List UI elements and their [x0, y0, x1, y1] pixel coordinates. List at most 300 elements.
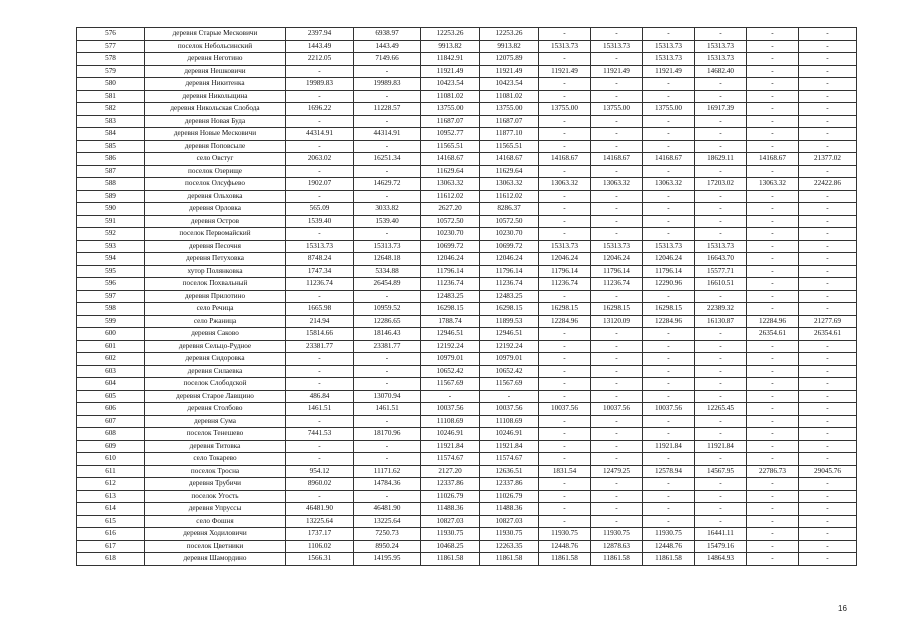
cell-value-2: -: [354, 165, 421, 178]
tariff-table-sheet: [76, 27, 841, 566]
cell-value-8: 17203.02: [695, 178, 747, 191]
cell-value-2: 6938.97: [354, 28, 421, 41]
cell-value-2: 26454.89: [354, 278, 421, 291]
cell-value-5: -: [539, 490, 591, 503]
cell-value-6: -: [591, 353, 643, 366]
cell-value-2: 12286.65: [354, 315, 421, 328]
cell-value-10: -: [799, 515, 857, 528]
table-row: [77, 440, 857, 453]
cell-value-8: -: [695, 128, 747, 141]
cell-value-6: -: [591, 165, 643, 178]
cell-row-number: 578: [77, 53, 145, 66]
cell-value-1: -: [286, 140, 354, 153]
cell-value-7: 15313.73: [643, 53, 695, 66]
cell-row-number: 617: [77, 540, 145, 553]
cell-value-7: -: [643, 353, 695, 366]
cell-value-5: 12448.76: [539, 540, 591, 553]
cell-value-10: -: [799, 340, 857, 353]
cell-value-10: -: [799, 128, 857, 141]
cell-value-10: -: [799, 403, 857, 416]
cell-value-1: 565.09: [286, 203, 354, 216]
table-row: [77, 140, 857, 153]
cell-row-number: 579: [77, 65, 145, 78]
cell-value-10: -: [799, 165, 857, 178]
cell-value-6: -: [591, 428, 643, 441]
cell-row-number: 592: [77, 228, 145, 241]
cell-value-9: -: [747, 403, 799, 416]
cell-value-6: 11861.58: [591, 553, 643, 566]
cell-value-9: -: [747, 90, 799, 103]
cell-value-5: -: [539, 515, 591, 528]
cell-value-9: -: [747, 365, 799, 378]
cell-value-3: 14168.67: [421, 153, 480, 166]
cell-value-10: -: [799, 53, 857, 66]
cell-value-4: 11921.84: [480, 440, 539, 453]
cell-value-4: 11930.75: [480, 528, 539, 541]
cell-value-5: 15313.73: [539, 240, 591, 253]
cell-value-8: -: [695, 290, 747, 303]
table-row: [77, 28, 857, 41]
cell-value-9: -: [747, 53, 799, 66]
cell-value-1: -: [286, 415, 354, 428]
cell-value-7: 15313.73: [643, 240, 695, 253]
cell-row-number: 586: [77, 153, 145, 166]
table-row: [77, 428, 857, 441]
cell-row-number: 610: [77, 453, 145, 466]
cell-value-4: 11236.74: [480, 278, 539, 291]
cell-row-number: 613: [77, 490, 145, 503]
cell-value-1: 2212.05: [286, 53, 354, 66]
cell-value-10: -: [799, 490, 857, 503]
cell-value-1: 1902.07: [286, 178, 354, 191]
cell-value-6: -: [591, 453, 643, 466]
cell-value-8: -: [695, 490, 747, 503]
cell-value-1: 1461.51: [286, 403, 354, 416]
cell-value-8: 18629.11: [695, 153, 747, 166]
cell-settlement-name: деревня Ольховка: [145, 190, 286, 203]
cell-value-10: -: [799, 503, 857, 516]
cell-value-1: 1106.02: [286, 540, 354, 553]
cell-value-10: -: [799, 290, 857, 303]
cell-value-10: -: [799, 103, 857, 116]
cell-value-6: -: [591, 490, 643, 503]
cell-value-1: 954.12: [286, 465, 354, 478]
table-row: [77, 303, 857, 316]
cell-value-10: -: [799, 228, 857, 241]
cell-value-6: 13120.09: [591, 315, 643, 328]
cell-value-10: -: [799, 378, 857, 391]
table-row: [77, 515, 857, 528]
cell-value-10: -: [799, 553, 857, 566]
cell-value-6: -: [591, 515, 643, 528]
cell-settlement-name: деревня Орловка: [145, 203, 286, 216]
table-row: [77, 128, 857, 141]
cell-value-7: -: [643, 128, 695, 141]
cell-value-10: -: [799, 253, 857, 266]
cell-value-3: 10827.03: [421, 515, 480, 528]
cell-row-number: 595: [77, 265, 145, 278]
cell-value-9: -: [747, 65, 799, 78]
cell-value-3: 11488.36: [421, 503, 480, 516]
cell-settlement-name: деревня Трубичи: [145, 478, 286, 491]
cell-value-1: 1696.22: [286, 103, 354, 116]
cell-value-8: -: [695, 90, 747, 103]
cell-value-5: -: [539, 203, 591, 216]
cell-value-5: 11930.75: [539, 528, 591, 541]
cell-value-10: -: [799, 365, 857, 378]
cell-settlement-name: деревня Остров: [145, 215, 286, 228]
cell-value-9: -: [747, 453, 799, 466]
table-row: [77, 265, 857, 278]
cell-value-2: 7149.66: [354, 53, 421, 66]
cell-value-4: 10652.42: [480, 365, 539, 378]
table-row: [77, 353, 857, 366]
cell-row-number: 615: [77, 515, 145, 528]
cell-value-5: 11236.74: [539, 278, 591, 291]
cell-value-10: 22422.86: [799, 178, 857, 191]
cell-row-number: 584: [77, 128, 145, 141]
cell-value-7: 12578.94: [643, 465, 695, 478]
cell-row-number: 587: [77, 165, 145, 178]
cell-value-1: 15814.66: [286, 328, 354, 341]
cell-value-10: -: [799, 390, 857, 403]
cell-value-9: -: [747, 390, 799, 403]
cell-value-7: 11796.14: [643, 265, 695, 278]
cell-value-2: -: [354, 290, 421, 303]
cell-value-6: -: [591, 328, 643, 341]
cell-value-6: 12479.25: [591, 465, 643, 478]
cell-value-3: 11861.58: [421, 553, 480, 566]
cell-value-5: -: [539, 390, 591, 403]
cell-value-4: 11108.69: [480, 415, 539, 428]
cell-value-1: 8960.02: [286, 478, 354, 491]
cell-settlement-name: деревня Никитенка: [145, 78, 286, 91]
cell-value-5: 11796.14: [539, 265, 591, 278]
cell-value-6: 11921.49: [591, 65, 643, 78]
cell-settlement-name: деревня Никольщина: [145, 90, 286, 103]
cell-value-5: -: [539, 340, 591, 353]
cell-value-3: 10468.25: [421, 540, 480, 553]
cell-settlement-name: деревня Прилотино: [145, 290, 286, 303]
cell-row-number: 618: [77, 553, 145, 566]
cell-value-7: -: [643, 490, 695, 503]
cell-value-6: -: [591, 215, 643, 228]
cell-value-8: 16130.87: [695, 315, 747, 328]
cell-value-1: -: [286, 365, 354, 378]
table-row: [77, 490, 857, 503]
cell-value-7: -: [643, 428, 695, 441]
cell-settlement-name: деревня Титовка: [145, 440, 286, 453]
cell-row-number: 601: [77, 340, 145, 353]
cell-value-2: -: [354, 440, 421, 453]
cell-value-8: -: [695, 228, 747, 241]
cell-value-2: -: [354, 365, 421, 378]
cell-value-3: 10952.77: [421, 128, 480, 141]
cell-value-1: -: [286, 190, 354, 203]
cell-value-6: 12878.63: [591, 540, 643, 553]
cell-value-4: 11565.51: [480, 140, 539, 153]
cell-value-8: -: [695, 140, 747, 153]
cell-value-8: -: [695, 415, 747, 428]
cell-value-6: 12046.24: [591, 253, 643, 266]
cell-value-1: 1665.98: [286, 303, 354, 316]
cell-value-5: 15313.73: [539, 40, 591, 53]
table-row: [77, 40, 857, 53]
cell-value-10: -: [799, 453, 857, 466]
cell-row-number: 577: [77, 40, 145, 53]
table-row: [77, 90, 857, 103]
cell-value-7: -: [643, 78, 695, 91]
cell-value-2: -: [354, 90, 421, 103]
cell-value-3: 16298.15: [421, 303, 480, 316]
cell-value-8: 16643.70: [695, 253, 747, 266]
table-row: [77, 215, 857, 228]
table-body: [77, 28, 857, 566]
cell-settlement-name: деревня Ходиловичи: [145, 528, 286, 541]
cell-row-number: 600: [77, 328, 145, 341]
cell-value-4: 12253.26: [480, 28, 539, 41]
cell-value-6: -: [591, 90, 643, 103]
cell-row-number: 583: [77, 115, 145, 128]
cell-value-6: -: [591, 128, 643, 141]
cell-value-8: 15313.73: [695, 40, 747, 53]
tariff-table: [76, 27, 857, 566]
cell-value-7: -: [643, 340, 695, 353]
cell-value-4: 11796.14: [480, 265, 539, 278]
cell-value-2: 1539.40: [354, 215, 421, 228]
cell-value-2: -: [354, 65, 421, 78]
cell-value-4: 12192.24: [480, 340, 539, 353]
table-row: [77, 403, 857, 416]
cell-value-9: -: [747, 28, 799, 41]
cell-value-5: -: [539, 415, 591, 428]
cell-value-9: -: [747, 340, 799, 353]
cell-settlement-name: деревня Новая Буда: [145, 115, 286, 128]
cell-value-10: -: [799, 440, 857, 453]
table-row: [77, 278, 857, 291]
cell-value-2: 11171.62: [354, 465, 421, 478]
cell-value-3: 11796.14: [421, 265, 480, 278]
cell-value-8: -: [695, 328, 747, 341]
table-row: [77, 78, 857, 91]
cell-value-2: 16251.34: [354, 153, 421, 166]
cell-value-5: -: [539, 503, 591, 516]
cell-value-6: -: [591, 415, 643, 428]
cell-value-9: 13063.32: [747, 178, 799, 191]
cell-value-9: -: [747, 378, 799, 391]
cell-settlement-name: деревня Саково: [145, 328, 286, 341]
cell-value-10: -: [799, 303, 857, 316]
cell-value-2: -: [354, 140, 421, 153]
cell-value-7: -: [643, 365, 695, 378]
cell-value-2: -: [354, 115, 421, 128]
cell-value-3: 10246.91: [421, 428, 480, 441]
cell-value-4: 12636.51: [480, 465, 539, 478]
cell-value-1: 44314.91: [286, 128, 354, 141]
cell-value-2: 23381.77: [354, 340, 421, 353]
table-row: [77, 528, 857, 541]
cell-value-6: 15313.73: [591, 40, 643, 53]
cell-value-3: 11612.02: [421, 190, 480, 203]
cell-value-5: -: [539, 290, 591, 303]
cell-value-6: -: [591, 78, 643, 91]
cell-value-7: 10037.56: [643, 403, 695, 416]
cell-value-8: 15313.73: [695, 240, 747, 253]
cell-value-8: -: [695, 353, 747, 366]
cell-value-2: 18170.96: [354, 428, 421, 441]
table-row: [77, 203, 857, 216]
cell-value-4: 12263.35: [480, 540, 539, 553]
cell-settlement-name: село Токарево: [145, 453, 286, 466]
cell-value-1: -: [286, 165, 354, 178]
cell-row-number: 576: [77, 28, 145, 41]
cell-value-4: 14168.67: [480, 153, 539, 166]
table-row: [77, 153, 857, 166]
table-row: [77, 178, 857, 191]
cell-value-1: 15313.73: [286, 240, 354, 253]
table-row: [77, 390, 857, 403]
cell-value-7: 12448.76: [643, 540, 695, 553]
cell-row-number: 596: [77, 278, 145, 291]
cell-value-5: -: [539, 215, 591, 228]
cell-value-7: 14168.67: [643, 153, 695, 166]
cell-value-10: -: [799, 78, 857, 91]
cell-value-6: -: [591, 190, 643, 203]
cell-value-1: -: [286, 353, 354, 366]
cell-value-5: -: [539, 78, 591, 91]
cell-value-2: 15313.73: [354, 240, 421, 253]
cell-value-9: -: [747, 78, 799, 91]
cell-value-4: 11877.10: [480, 128, 539, 141]
cell-value-2: 19989.83: [354, 78, 421, 91]
cell-value-3: 12192.24: [421, 340, 480, 353]
cell-value-9: 14168.67: [747, 153, 799, 166]
cell-value-2: 46481.90: [354, 503, 421, 516]
cell-value-5: 12046.24: [539, 253, 591, 266]
cell-settlement-name: поселок Цветники: [145, 540, 286, 553]
cell-value-7: -: [643, 515, 695, 528]
cell-value-10: -: [799, 215, 857, 228]
cell-value-7: -: [643, 478, 695, 491]
cell-value-7: 15313.73: [643, 40, 695, 53]
cell-value-5: -: [539, 190, 591, 203]
cell-value-7: -: [643, 28, 695, 41]
cell-row-number: 582: [77, 103, 145, 116]
cell-value-1: -: [286, 453, 354, 466]
cell-settlement-name: деревня Шамордино: [145, 553, 286, 566]
cell-value-3: 11574.67: [421, 453, 480, 466]
cell-settlement-name: деревня Поповсыле: [145, 140, 286, 153]
cell-value-3: 12046.24: [421, 253, 480, 266]
cell-value-10: -: [799, 278, 857, 291]
cell-value-5: -: [539, 353, 591, 366]
cell-value-9: -: [747, 240, 799, 253]
cell-settlement-name: деревня Новые Месковичи: [145, 128, 286, 141]
cell-value-1: -: [286, 290, 354, 303]
cell-value-9: 12284.96: [747, 315, 799, 328]
table-row: [77, 540, 857, 553]
cell-value-1: 1566.31: [286, 553, 354, 566]
cell-value-8: -: [695, 378, 747, 391]
cell-value-4: 16298.15: [480, 303, 539, 316]
cell-value-1: 13225.64: [286, 515, 354, 528]
cell-row-number: 597: [77, 290, 145, 303]
cell-value-4: 10979.01: [480, 353, 539, 366]
cell-value-4: 11687.07: [480, 115, 539, 128]
cell-row-number: 591: [77, 215, 145, 228]
cell-value-10: -: [799, 115, 857, 128]
cell-value-5: -: [539, 28, 591, 41]
table-row: [77, 328, 857, 341]
cell-value-4: 13063.32: [480, 178, 539, 191]
page-number: 16: [838, 604, 847, 613]
cell-value-7: -: [643, 328, 695, 341]
cell-value-7: -: [643, 115, 695, 128]
cell-value-4: 11899.53: [480, 315, 539, 328]
cell-value-5: 11861.58: [539, 553, 591, 566]
cell-value-6: 11796.14: [591, 265, 643, 278]
cell-value-7: 12046.24: [643, 253, 695, 266]
cell-value-8: 12265.45: [695, 403, 747, 416]
cell-settlement-name: хутор Полянковка: [145, 265, 286, 278]
cell-value-9: -: [747, 128, 799, 141]
cell-value-4: 11488.36: [480, 503, 539, 516]
cell-value-3: 12946.51: [421, 328, 480, 341]
cell-value-9: -: [747, 215, 799, 228]
cell-value-8: -: [695, 503, 747, 516]
cell-value-3: 11687.07: [421, 115, 480, 128]
cell-settlement-name: село Овстуг: [145, 153, 286, 166]
table-row: [77, 53, 857, 66]
table-row: [77, 378, 857, 391]
cell-value-2: 44314.91: [354, 128, 421, 141]
cell-row-number: 604: [77, 378, 145, 391]
cell-value-8: -: [695, 478, 747, 491]
table-row: [77, 228, 857, 241]
cell-settlement-name: деревня Упруссы: [145, 503, 286, 516]
cell-value-1: -: [286, 90, 354, 103]
cell-value-2: 5334.88: [354, 265, 421, 278]
cell-value-7: -: [643, 140, 695, 153]
cell-settlement-name: поселок Олсуфьево: [145, 178, 286, 191]
cell-value-3: 11842.91: [421, 53, 480, 66]
cell-value-7: -: [643, 290, 695, 303]
cell-value-1: 46481.90: [286, 503, 354, 516]
cell-value-3: 11108.69: [421, 415, 480, 428]
cell-value-1: 214.94: [286, 315, 354, 328]
cell-value-5: -: [539, 365, 591, 378]
cell-row-number: 590: [77, 203, 145, 216]
cell-value-10: -: [799, 40, 857, 53]
cell-value-3: 11921.49: [421, 65, 480, 78]
cell-value-4: 10699.72: [480, 240, 539, 253]
cell-value-7: -: [643, 453, 695, 466]
cell-value-3: 2627.20: [421, 203, 480, 216]
cell-value-4: 12337.86: [480, 478, 539, 491]
cell-row-number: 602: [77, 353, 145, 366]
cell-value-6: 15313.73: [591, 240, 643, 253]
table-row: [77, 315, 857, 328]
cell-value-10: 26354.61: [799, 328, 857, 341]
cell-value-2: -: [354, 490, 421, 503]
cell-value-5: -: [539, 328, 591, 341]
cell-row-number: 589: [77, 190, 145, 203]
cell-value-1: 486.84: [286, 390, 354, 403]
cell-value-4: 10246.91: [480, 428, 539, 441]
cell-value-4: 10827.03: [480, 515, 539, 528]
cell-value-1: 23381.77: [286, 340, 354, 353]
cell-value-9: -: [747, 203, 799, 216]
